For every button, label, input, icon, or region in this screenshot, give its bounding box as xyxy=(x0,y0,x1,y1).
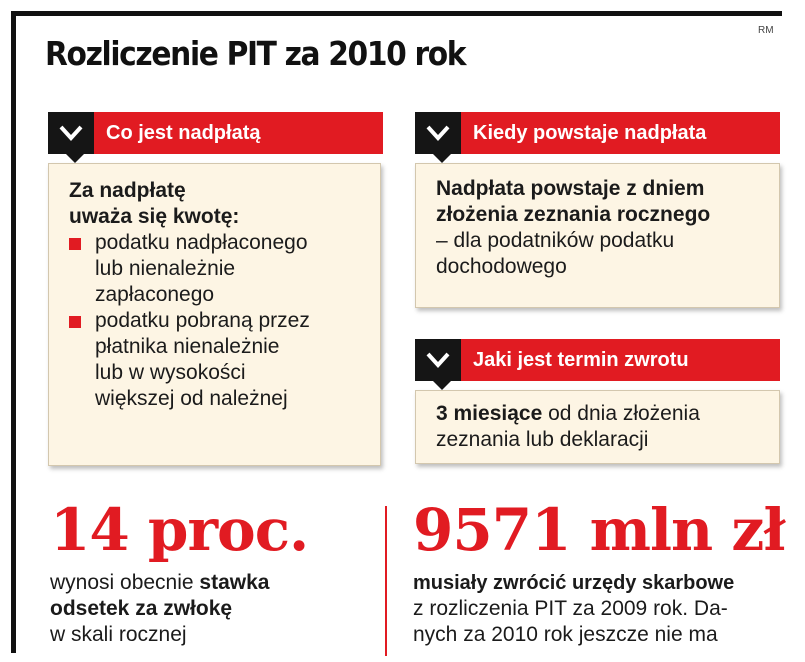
list-item: podatku pobraną przez płatnika nienależnie lub w wysokości większej od należnej xyxy=(69,308,370,412)
stat-left-description: wynosi obecnie stawka odsetek za zwłokę w skali rocznej xyxy=(50,571,270,646)
overpayment-lead-line2: uważa się kwotę: xyxy=(69,205,240,228)
heading-overpayment: Co jest nadpłatą xyxy=(94,112,383,154)
box-when xyxy=(415,163,780,308)
header-when xyxy=(415,112,780,154)
header-deadline xyxy=(415,339,780,381)
frame-left-rule xyxy=(11,11,16,653)
deadline-line1: 3 miesiące od dnia złożenia xyxy=(436,402,700,425)
stat-right-value: 9571 mln zł xyxy=(413,496,785,564)
page-title: Rozliczenie PIT za 2010 rok xyxy=(45,34,466,73)
box-deadline xyxy=(415,390,780,464)
when-bold-line2: złożenia zeznania rocznego xyxy=(436,203,711,226)
overpayment-lead-line1: Za nadpłatę xyxy=(69,179,186,202)
chevron-down-icon xyxy=(415,112,461,154)
when-line3: – dla podatników podatku xyxy=(436,229,675,252)
author-credit: RM xyxy=(758,25,774,36)
red-square-bullet-icon xyxy=(69,316,81,328)
box-overpayment xyxy=(48,163,381,466)
overpayment-list xyxy=(69,230,370,412)
list-item: podatku nadpłaconego lub nienależnie zapłaconego xyxy=(69,230,370,308)
stat-divider xyxy=(385,506,387,656)
red-square-bullet-icon xyxy=(69,238,81,250)
stat-left-value: 14 proc. xyxy=(50,496,309,564)
heading-deadline: Jaki jest termin zwrotu xyxy=(461,339,780,381)
when-bold-line1: Nadpłata powstaje z dniem xyxy=(436,177,705,200)
frame-top-rule xyxy=(11,11,782,16)
heading-when: Kiedy powstaje nadpłata xyxy=(461,112,780,154)
chevron-down-icon xyxy=(415,339,461,381)
header-overpayment xyxy=(48,112,383,154)
when-line4: dochodowego xyxy=(436,255,567,278)
deadline-line2: zeznania lub deklaracji xyxy=(436,428,649,451)
chevron-down-icon xyxy=(48,112,94,154)
stat-right-description: musiały zwrócić urzędy skarbowe z rozliczenia PIT za 2009 rok. Da- nych za 2010 rok jeszcze nie ma xyxy=(413,572,735,646)
